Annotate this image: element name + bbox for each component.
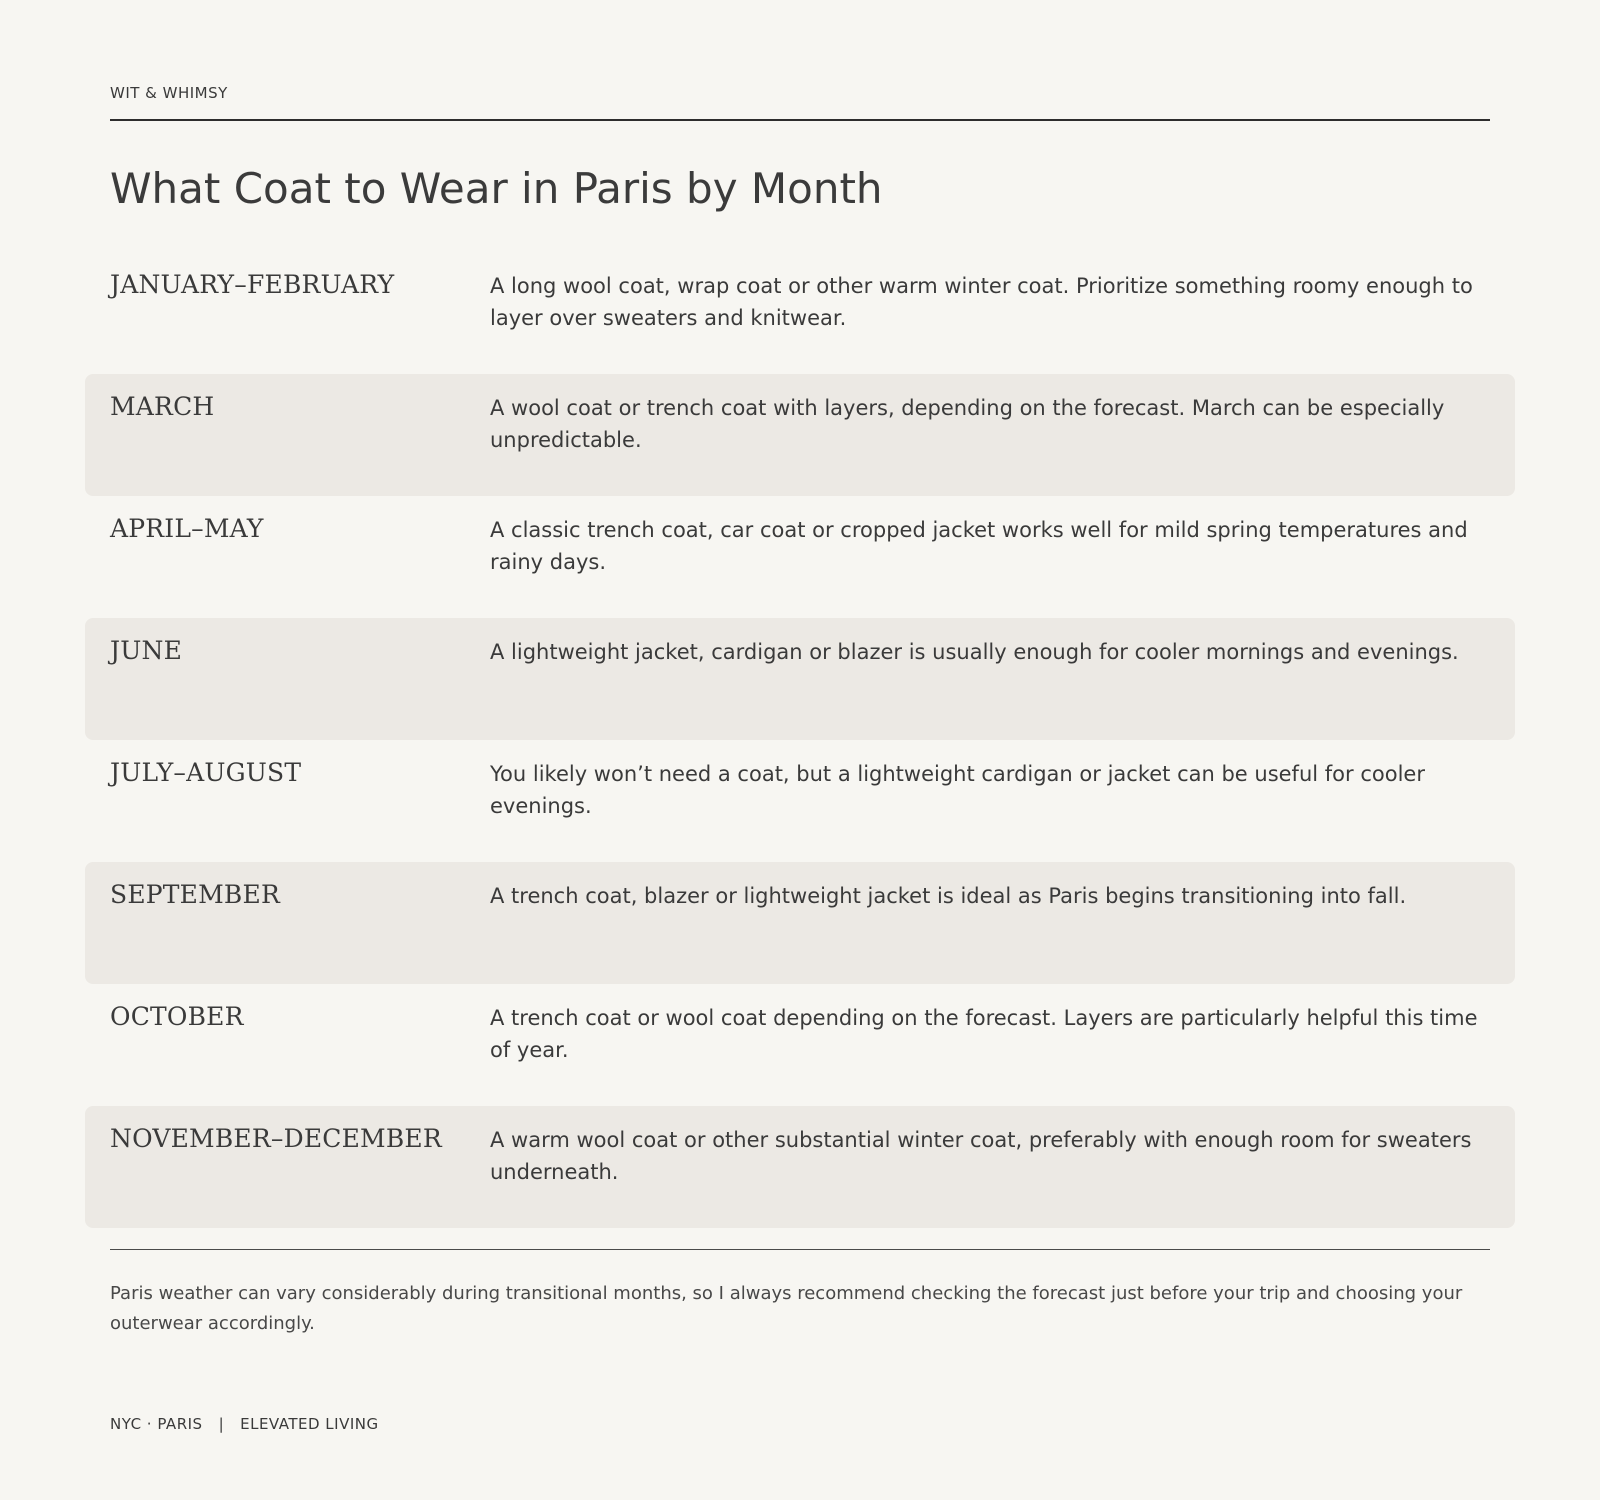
footer-separator: | <box>218 1415 225 1433</box>
month-row <box>85 618 1515 740</box>
month-label: APRIL–MAY <box>110 514 264 543</box>
page-title: What Coat to Wear in Paris by Month <box>110 164 883 213</box>
footer <box>110 1415 379 1433</box>
month-label: JULY–AUGUST <box>110 758 302 787</box>
month-label: SEPTEMBER <box>110 880 280 909</box>
month-description: A trench coat, blazer or lightweight jacket is ideal as Paris begins transitioning into fall. <box>490 884 1407 908</box>
month-description: A lightweight jacket, cardigan or blazer is usually enough for cooler mornings and evenings. <box>490 640 1459 664</box>
month-row <box>85 984 1515 1106</box>
month-row <box>85 862 1515 984</box>
weather-note: Paris weather can vary considerably during transitional months, so I always recommend checking the forecast just before your trip and choosing your outerwear accordingly. <box>110 1283 1463 1334</box>
month-description: A long wool coat, wrap coat or other warm winter coat. Prioritize something roomy enough to layer over sweaters and knitwear. <box>490 274 1473 330</box>
month-row <box>85 1106 1515 1228</box>
brand-name: WIT & WHIMSY <box>110 84 228 102</box>
month-row <box>85 496 1515 618</box>
footer-location: NYC · PARIS <box>110 1415 203 1433</box>
month-row <box>85 252 1515 374</box>
month-label: OCTOBER <box>110 1002 244 1031</box>
month-label: NOVEMBER–DECEMBER <box>110 1124 442 1153</box>
month-row <box>85 374 1515 496</box>
month-label: JUNE <box>110 636 183 665</box>
month-label: MARCH <box>110 392 215 421</box>
header-divider <box>110 119 1490 121</box>
footer-tagline: ELEVATED LIVING <box>240 1415 379 1433</box>
month-label: JANUARY–FEBRUARY <box>110 270 395 299</box>
month-description: A classic trench coat, car coat or cropped jacket works well for mild spring temperatures and rainy days. <box>490 518 1468 574</box>
month-description: A warm wool coat or other substantial winter coat, preferably with enough room for sweaters underneath. <box>490 1128 1472 1184</box>
month-table <box>85 252 1515 1228</box>
month-description: A trench coat or wool coat depending on the forecast. Layers are particularly helpful this time of year. <box>490 1006 1478 1062</box>
month-description: You likely won’t need a coat, but a lightweight cardigan or jacket can be useful for cooler evenings. <box>490 762 1425 818</box>
month-description: A wool coat or trench coat with layers, depending on the forecast. March can be especially unpredictable. <box>490 396 1445 452</box>
footer-divider <box>110 1249 1490 1250</box>
month-row <box>85 740 1515 862</box>
